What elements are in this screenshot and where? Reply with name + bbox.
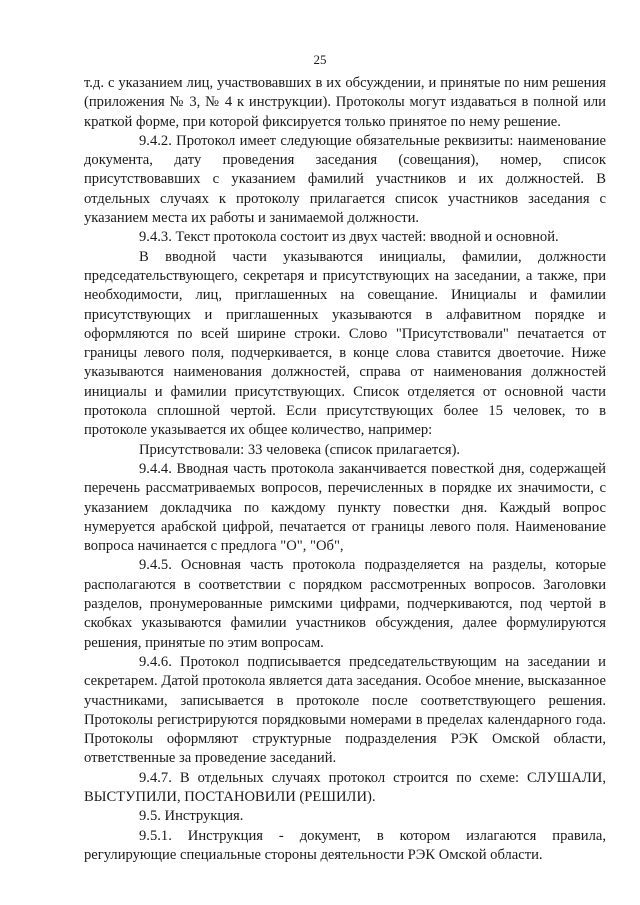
paragraph-9-4-3: 9.4.3. Текст протокола состоит из двух частей: вводной и основной.: [139, 229, 559, 246]
document-body: [84, 74, 606, 865]
paragraph-intro-part: В вводной части указываются инициалы, фамилии, должности председательствующего, секретаря и присутствующих на заседании, а также, при необходимости, лиц, приглашенных на совещание. Инициалы и фамилии присутствующих и приглашенных указываются в алфавитном порядке и оформляются по всей ширине строки. Слово "Присутствовали" печатается от границы левого поля, подчеркивается, в конце слова ставится двоеточие. Ниже указываются наименования должностей, справа от наименования должностей инициалы и фамилии присутствующих. Список отделяется от основной части протокола сплошной чертой. Если присутствующих более 15 человек, то в протоколе указывается их общее количество, например:: [84, 248, 606, 439]
paragraph-9-4-2: 9.4.2. Протокол имеет следующие обязательные реквизиты: наименование документа, дату проведения заседания (совещания), номер, список присутствовавших с указанием фамилий участников и их должностей. В отдельных случаях к протоколу прилагается список участников заседания с указанием места их работы и занимаемой должности.: [84, 132, 606, 227]
paragraph-9-4-5: 9.4.5. Основная часть протокола подразделяется на разделы, которые располагаются в соответствии с порядком рассмотренных вопросов. Заголовки разделов, пронумерованные римскими цифрами, подчеркиваются, под чертой в скобках указываются фамилии участников обсуждения, далее формулируются решения, принятые по этим вопросам.: [84, 557, 606, 651]
paragraph-9-5: 9.5. Инструкция.: [139, 808, 244, 825]
paragraph-continuation: т.д. с указанием лиц, участвовавших в их обсуждении, и принятые по ним решения (приложения № 3, № 4 к инструкции). Протоколы могут издаваться в полной или краткой форме, при которой фиксируется только принятое по нему решение.: [84, 75, 606, 130]
paragraph-9-5-1: 9.5.1. Инструкция - документ, в котором излагаются правила, регулирующие специальные стороны деятельности РЭК Омской области.: [84, 827, 606, 863]
paragraph-9-4-4: 9.4.4. Вводная часть протокола заканчивается повесткой дня, содержащей перечень рассматриваемых вопросов, перечисленных в порядке их значимости, с указанием докладчика по каждому пункту повестки дня. Каждый вопрос нумеруется арабской цифрой, печатается от границы левого поля. Наименование вопроса начинается с предлога "О", "Об",: [84, 460, 606, 555]
page-number: 25: [313, 52, 327, 67]
paragraph-9-4-6: 9.4.6. Протокол подписывается председательствующим на заседании и секретарем. Датой протокола является дата заседания. Особое мнение, высказанное участниками, записывается в протоколе после соответствующего решения. Протоколы регистрируются порядковыми номерами в пределах календарного года. Протоколы оформляют структурные подразделения РЭК Омской области, ответственные за проведение заседаний.: [84, 653, 606, 767]
paragraph-attendance-example: Присутствовали: 33 человека (список прилагается).: [139, 441, 461, 458]
paragraph-9-4-7: 9.4.7. В отдельных случаях протокол строится по схеме: СЛУШАЛИ, ВЫСТУПИЛИ, ПОСТАНОВИЛИ (РЕШИЛИ).: [84, 769, 606, 805]
